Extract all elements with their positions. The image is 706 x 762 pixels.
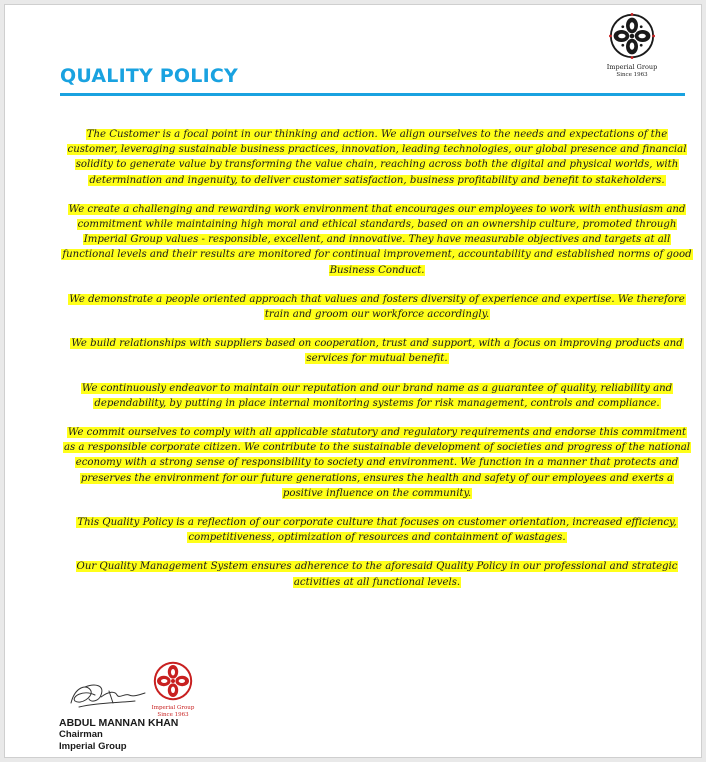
title-divider (60, 93, 685, 96)
signature (65, 677, 155, 719)
handwritten-signature-icon (65, 677, 155, 715)
signer-block (59, 717, 178, 753)
company-logo (600, 13, 664, 79)
policy-paragraph: Our Quality Management System ensures adherence to the aforesaid Quality Policy in our professional and strategic activities at all functional levels. (76, 561, 678, 588)
policy-paragraph: This Quality Policy is a reflection of our corporate culture that focuses on customer orientation, increased efficiency, competitiveness, optimization of resources and containment of wastages. (77, 517, 677, 544)
logo-since: Since 1963 (616, 72, 648, 78)
policy-paragraph: We demonstrate a people oriented approach that values and fosters diversity of experience and expertise. We therefore train and groom our workforce accordingly. (69, 293, 685, 321)
company-stamp (148, 661, 198, 718)
stamp-caption: Imperial Group (151, 705, 195, 711)
policy-paragraph: We build relationships with suppliers based on cooperation, trust and support, with a focus on improving products and services for mutual benefit. (71, 338, 683, 365)
policy-paragraph: We create a challenging and rewarding work environment that encourages our employees to work with enthusiasm and commitment while maintaining high moral and ethical standards, based on an ownership culture, promoted through Imperial Group values - responsible, excellent, and innovative. They have measurable objectives and targets at all functional levels and their results are monitored for continual improvement, accountability and established norms of good Business Conduct. (62, 203, 692, 276)
stamp-since: Since 1963 (157, 711, 189, 718)
signer-organization: Imperial Group (59, 741, 127, 752)
imperial-group-flower-logo-red-icon (153, 661, 193, 701)
imperial-group-flower-logo-icon (609, 13, 655, 59)
page-title: QUALITY POLICY (60, 65, 238, 87)
policy-paragraph: We commit ourselves to comply with all applicable statutory and regulatory requirements and endorse this commitment as a responsible corporate citizen. We contribute to the sustainable development of societies and progress of the national economy with a strong sense of responsibility to society and environment. We function in a manner that protects and preserves the environment for our future generations, ensures the health and safety of our employees and exerts a positive influence on the community. (63, 427, 691, 499)
logo-caption: Imperial Group (606, 63, 658, 71)
policy-body (61, 127, 693, 604)
policy-paragraph: We continuously endeavor to maintain our reputation and our brand name as a guarantee of quality, reliability and dependability, by putting in place internal monitoring systems for risk management, controls and compliance. (81, 382, 673, 409)
signer-title: Chairman (59, 729, 103, 740)
policy-paragraph: The Customer is a focal point in our thinking and action. We align ourselves to the needs and expectations of the customer, leveraging sustainable business practices, innovation, leading technologies, our global presence and financial solidity to generate value by transforming the value chain, reaching across both the digital and physical worlds, with determination and ingenuity, to deliver customer satisfaction, business profitability and benefit to stakeholders. (67, 129, 687, 186)
signer-name: ABDUL MANNAN KHAN (59, 717, 179, 729)
document-page (4, 4, 702, 758)
